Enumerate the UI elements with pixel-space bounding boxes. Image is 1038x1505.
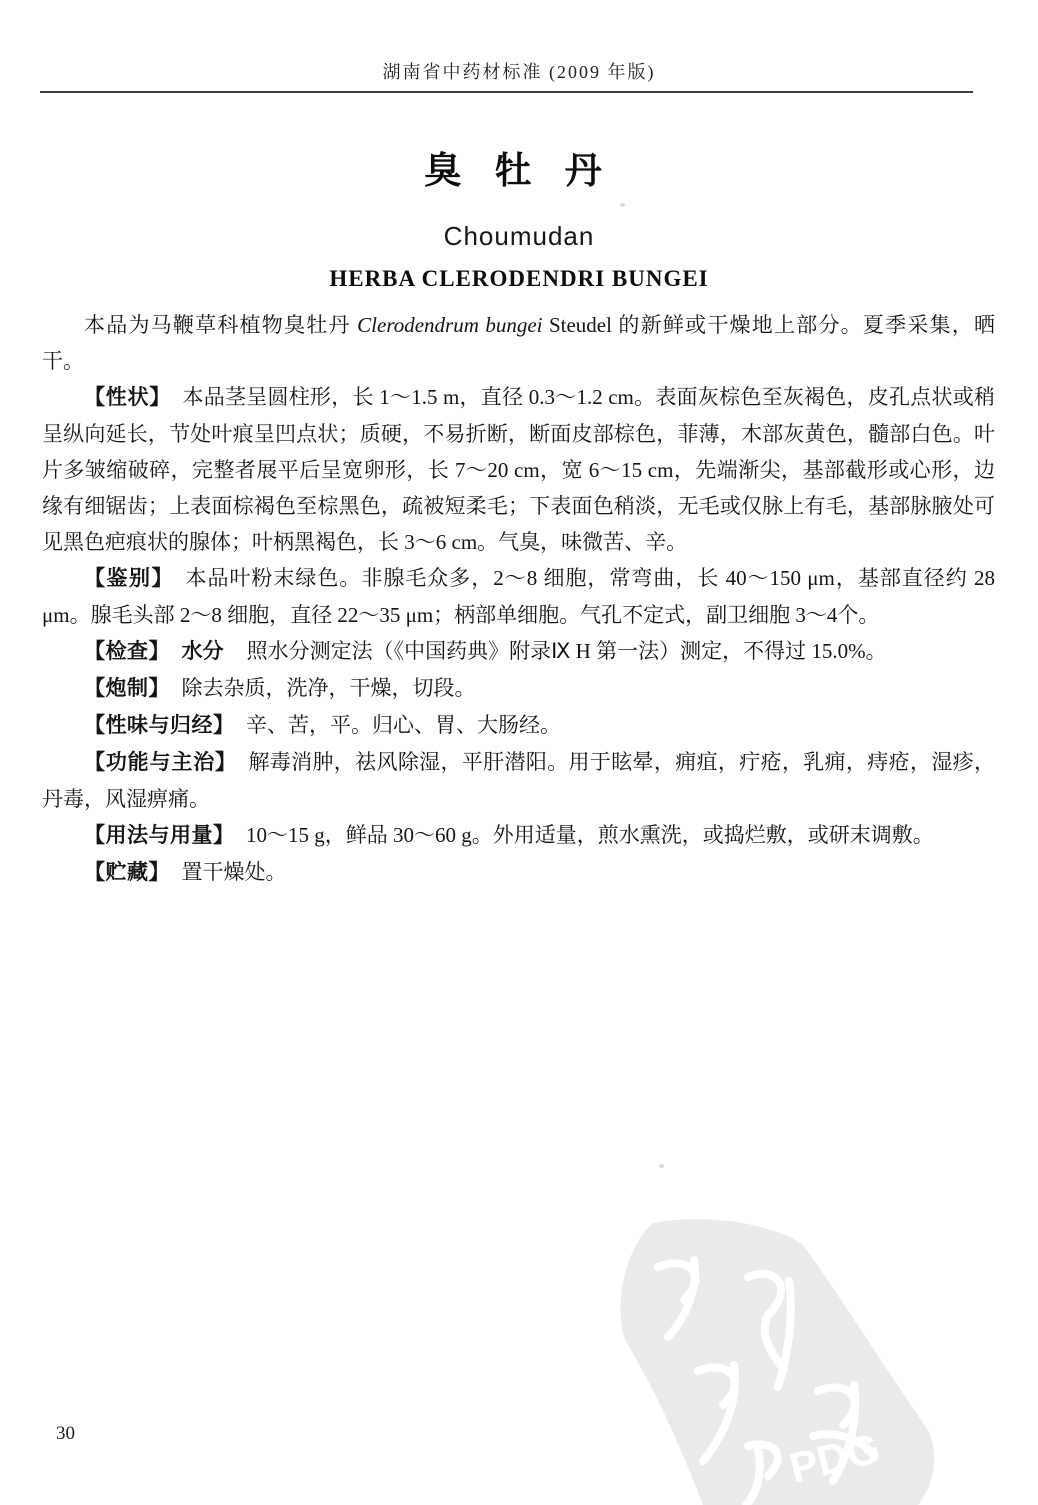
section-label-examination: 【检查】 [84,640,170,663]
section-text-description: 本品茎呈圆柱形，长 1～1.5 m，直径 0.3～1.2 cm。表面灰棕色至灰褐色，皮孔点状或稍呈纵向延长，节处叶痕呈凹点状；质硬，不易折断，断面皮部棕色，菲薄，木部灰黄色，髓部白色。叶片多皱缩破碎，完整者展平后呈宽卵形，长 7～20 cm，宽 6～15 cm，先端渐尖，基部截形或心形，边缘有细锯齿；上表面棕褐色至棕黑色，疏被短柔毛；下表面色稍淡，无毛或仅脉上有毛，基部脉腋处可见黑色疤痕状的腺体；叶柄黑褐色，长 3～6 cm。气臭，味微苦、辛。 [42,385,995,554]
section-property-meridian [42,707,995,744]
header-rule [40,91,973,93]
section-label-description: 【性状】 [84,386,171,409]
section-storage [42,854,995,891]
section-processing [42,670,995,707]
section-label-storage: 【贮藏】 [84,861,170,884]
running-header: 湖南省中药材标准 (2009 年版) [382,62,656,82]
watermark-seal [598,1205,1038,1505]
section-text-storage: 置干燥处。 [181,860,287,884]
monograph-body [42,307,995,891]
section-text-processing: 除去杂质，洗净，干燥，切段。 [181,676,476,700]
section-label-property-meridian: 【性味与归经】 [84,714,235,737]
section-description [42,379,995,560]
scan-speck [659,1164,664,1168]
section-text-usage-dosage: 10～15 g，鲜品 30～60 g。外用适量，煎水熏洗，或捣烂敷，或研末调敷。 [246,823,934,847]
scan-speck [620,203,625,207]
intro-text-1: 本品为马鞭草科植物臭牡丹 [84,313,358,337]
section-functions-indications [42,744,995,817]
watermark-pdg-label: PDG [784,1424,885,1492]
section-identification [42,560,995,633]
section-label-identification: 【鉴别】 [84,567,174,590]
pinyin-title: Choumudan [443,221,595,251]
article-title: 臭 牡 丹 [424,151,614,192]
section-label-functions-indications: 【功能与主治】 [84,751,237,774]
examination-sublabel-moisture: 水分 [181,640,224,663]
section-text-examination: 照水分测定法（《中国药典》附录Ⅸ H 第一法）测定，不得过 15.0%。 [246,639,887,663]
section-label-usage-dosage: 【用法与用量】 [84,824,235,847]
section-text-identification: 本品叶粉末绿色。非腺毛众多，2～8 细胞，常弯曲，长 40～150 μm，基部直径约 28 μm。腺毛头部 2～8 细胞，直径 22～35 μm；柄部单细胞。气孔不定式，副卫细胞 3～4个。 [42,566,995,627]
latin-title: HERBA CLERODENDRI BUNGEI [329,266,709,291]
section-usage-dosage [42,817,995,854]
section-text-property-meridian: 辛、苦，平。归心、胃、大肠经。 [246,713,562,737]
section-text-functions-indications: 解毒消肿，祛风除湿，平肝潜阳。用于眩晕，痈疽，疔疮，乳痈，痔疮，湿疹，丹毒，风湿痹痛。 [42,750,996,811]
intro-paragraph [42,307,995,379]
page-number: 30 [56,1423,75,1444]
section-label-processing: 【炮制】 [84,677,170,700]
section-examination [42,633,995,670]
botanical-name: Clerodendrum bungei [357,313,543,337]
intro-text-2: Steudel 的新鲜或干燥地上部分。夏季采集，晒干。 [42,313,995,373]
